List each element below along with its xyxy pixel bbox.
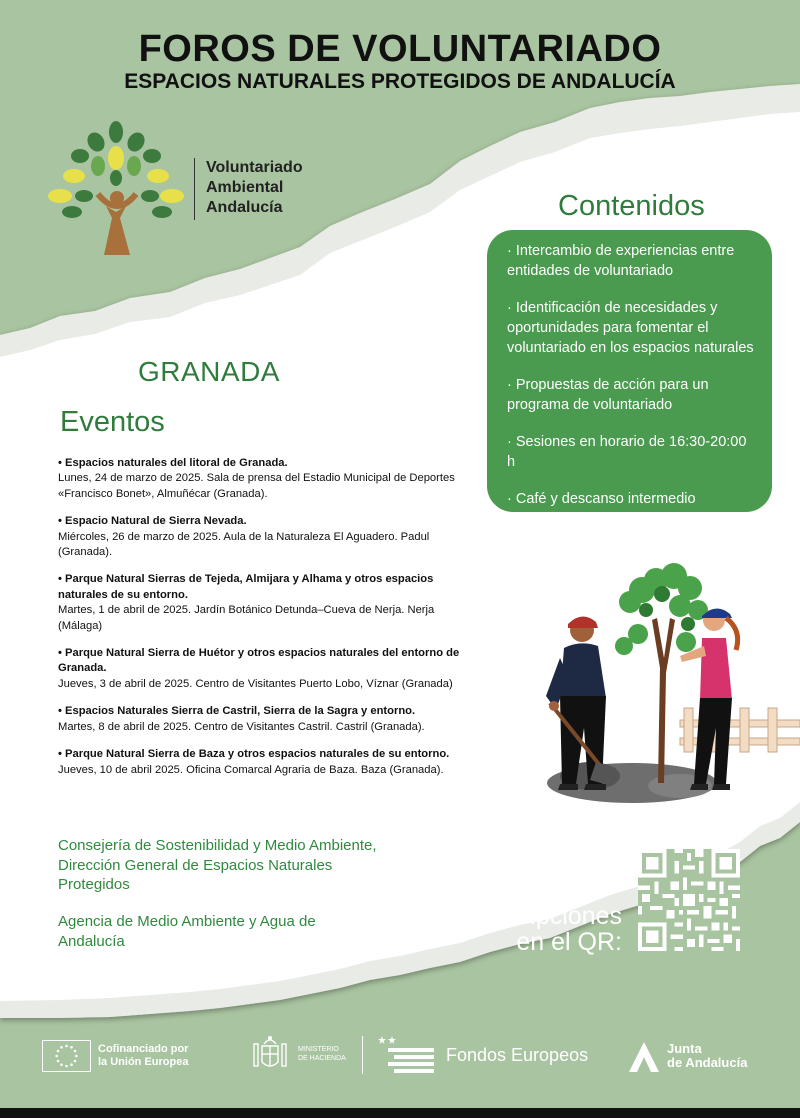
event-details: Lunes, 24 de marzo de 2025. Sala de prensa del Estadio Municipal de Deportes «Francisco Bonet», Almuñécar (Granada). [58,472,455,500]
organizer-consejeria: Consejería de Sostenibilidad y Medio Ambiente, Dirección General de Espacios Naturales Protegidos [58,837,377,893]
inscripciones-line-1: Inscripciones [476,902,622,930]
location-title: GRANADA [138,356,280,387]
logo-text [206,158,303,218]
event-name: • Parque Natural Sierra de Baza y otros espacios naturales de su entorno. [58,748,450,761]
event-item [58,646,478,692]
event-details: Jueves, 3 de abril de 2025. Centro de Visitantes Puerto Lobo, Víznar (Granada) [58,677,453,690]
logo-line-1: Voluntariado [206,159,303,176]
event-item [58,456,478,502]
event-name: • Parque Natural Sierras de Tejeda, Almijara y Alhama y otros espacios naturales de su entorno. [58,573,434,601]
event-name: • Espacios Naturales Sierra de Castril, Sierra de la Sagra y entorno. [58,705,416,718]
eventos-title: Eventos [60,406,165,438]
event-details: Martes, 8 de abril de 2025. Centro de Visitantes Castril. Castril (Granada). [58,720,425,733]
event-name: • Espacios naturales del litoral de Granada. [58,457,288,469]
footer-divider [362,1036,363,1074]
contenidos-item: · Identificación de necesidades y oportunidades para fomentar el voluntariado en los espacios naturales [507,300,754,356]
junta-andalucia-icon [627,1040,661,1074]
event-item [58,514,478,560]
junta-line-1: Junta [667,1041,702,1056]
contenidos-box [487,230,772,512]
junta-andalucia-text [667,1042,747,1070]
event-item [58,572,478,634]
ministerio-line-2: DE HACIENDA [298,1055,346,1062]
event-name: • Espacio Natural de Sierra Nevada. [58,515,247,528]
tree-logo-icon [46,120,186,260]
eu-line-2: la Unión Europea [98,1056,189,1068]
logo-divider [194,158,195,220]
poster-subtitle: ESPACIOS NATURALES PROTEGIDOS DE ANDALUCÍA [124,70,676,93]
contenidos-title: Contenidos [558,190,705,222]
logo-line-3: Andalucía [206,199,283,216]
eu-cofinanciado-text [98,1043,188,1069]
junta-line-2: de Andalucía [667,1055,748,1070]
contenidos-item: · Café y descanso intermedio [507,491,696,507]
contenidos-item: · Intercambio de experiencias entre entidades de voluntariado [507,243,735,279]
ministerio-line-1: MINISTERIO [298,1046,339,1053]
fondos-europeos-icon [378,1034,438,1074]
event-item [58,704,478,735]
eu-line-1: Cofinanciado por [98,1043,189,1055]
poster-title: FOROS DE VOLUNTARIADO [138,28,662,70]
fondos-europeos-text: Fondos Europeos [446,1045,589,1065]
planting-illustration [520,558,800,810]
event-name: • Parque Natural Sierra de Huétor y otros espacios naturales del entorno de Granada. [58,647,460,675]
organizer-agencia: Agencia de Medio Ambiente y Agua de Andalucía [58,913,316,950]
spain-coat-of-arms-icon [248,1032,292,1076]
event-details: Martes, 1 de abril de 2025. Jardín Botánico Detunda–Cueva de Nerja. Nerja (Málaga) [58,604,435,632]
contenidos-item: · Propuestas de acción para un programa de voluntariado [507,377,709,413]
qr-code[interactable] [638,849,740,951]
event-item [58,747,478,778]
contenidos-item: · Sesiones en horario de 16:30-20:00 h [507,434,747,470]
eu-flag-icon [42,1040,91,1072]
logo-line-2: Ambiental [206,179,284,196]
event-details: Miércoles, 26 de marzo de 2025. Aula de la Naturaleza El Aguadero. Padul (Granada). [58,530,430,559]
event-details: Jueves, 10 de abril 2025. Oficina Comarcal Agraria de Baza. Baza (Granada). [58,763,444,776]
inscripciones-label [452,903,622,955]
ministerio-text [298,1045,346,1063]
inscripciones-line-2: en el QR: [516,928,622,956]
bottom-bar [0,1108,800,1118]
events-list [58,456,478,790]
